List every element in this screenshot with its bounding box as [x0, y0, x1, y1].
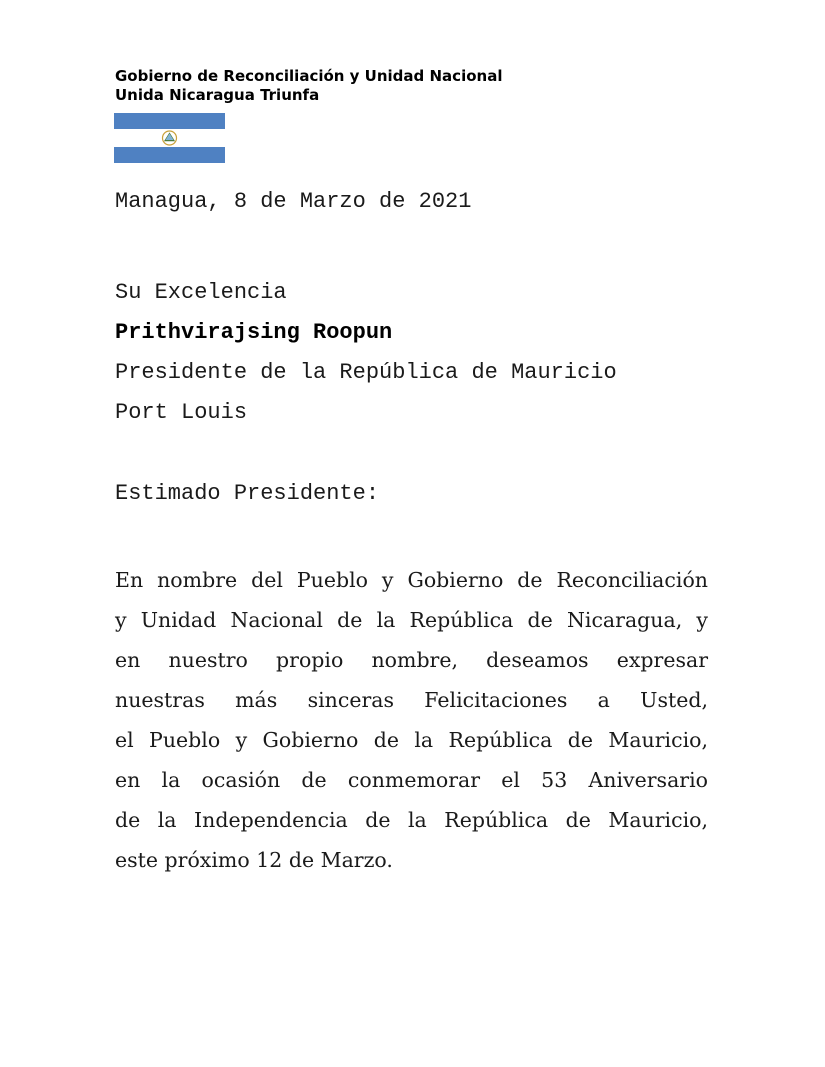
flag-top-stripe: [114, 113, 225, 129]
body-line: en la ocasión de conmemorar el 53 Aniversario: [115, 768, 708, 792]
letter-body: [115, 560, 708, 880]
greeting: Estimado Presidente:: [115, 481, 380, 506]
flag-bottom-stripe: [114, 147, 225, 163]
body-line: y Unidad Nacional de la República de Nicaragua, y: [115, 608, 708, 632]
body-line: el Pueblo y Gobierno de la República de Mauricio,: [115, 728, 708, 752]
recipient-title: Presidente de la República de Mauricio: [115, 360, 617, 385]
body-line: en nuestro propio nombre, deseamos expresar: [115, 648, 708, 672]
body-line: nuestras más sinceras Felicitaciones a Usted,: [115, 688, 708, 712]
body-line: En nombre del Pueblo y Gobierno de Reconciliación: [115, 568, 708, 592]
body-line: de la Independencia de la República de Mauricio,: [115, 808, 708, 832]
letterhead: [115, 67, 502, 105]
letterhead-government-name: Gobierno de Reconciliación y Unidad Nacional: [115, 67, 503, 85]
letterhead-slogan: Unida Nicaragua Triunfa: [115, 86, 320, 104]
nicaragua-flag-icon: [114, 113, 225, 163]
recipient-city: Port Louis: [115, 400, 248, 425]
letter-date: Managua, 8 de Marzo de 2021: [115, 189, 472, 214]
recipient-salutation: Su Excelencia: [115, 280, 287, 305]
recipient-name: Prithvirajsing Roopun: [115, 320, 393, 345]
body-line: este próximo 12 de Marzo.: [115, 848, 393, 872]
